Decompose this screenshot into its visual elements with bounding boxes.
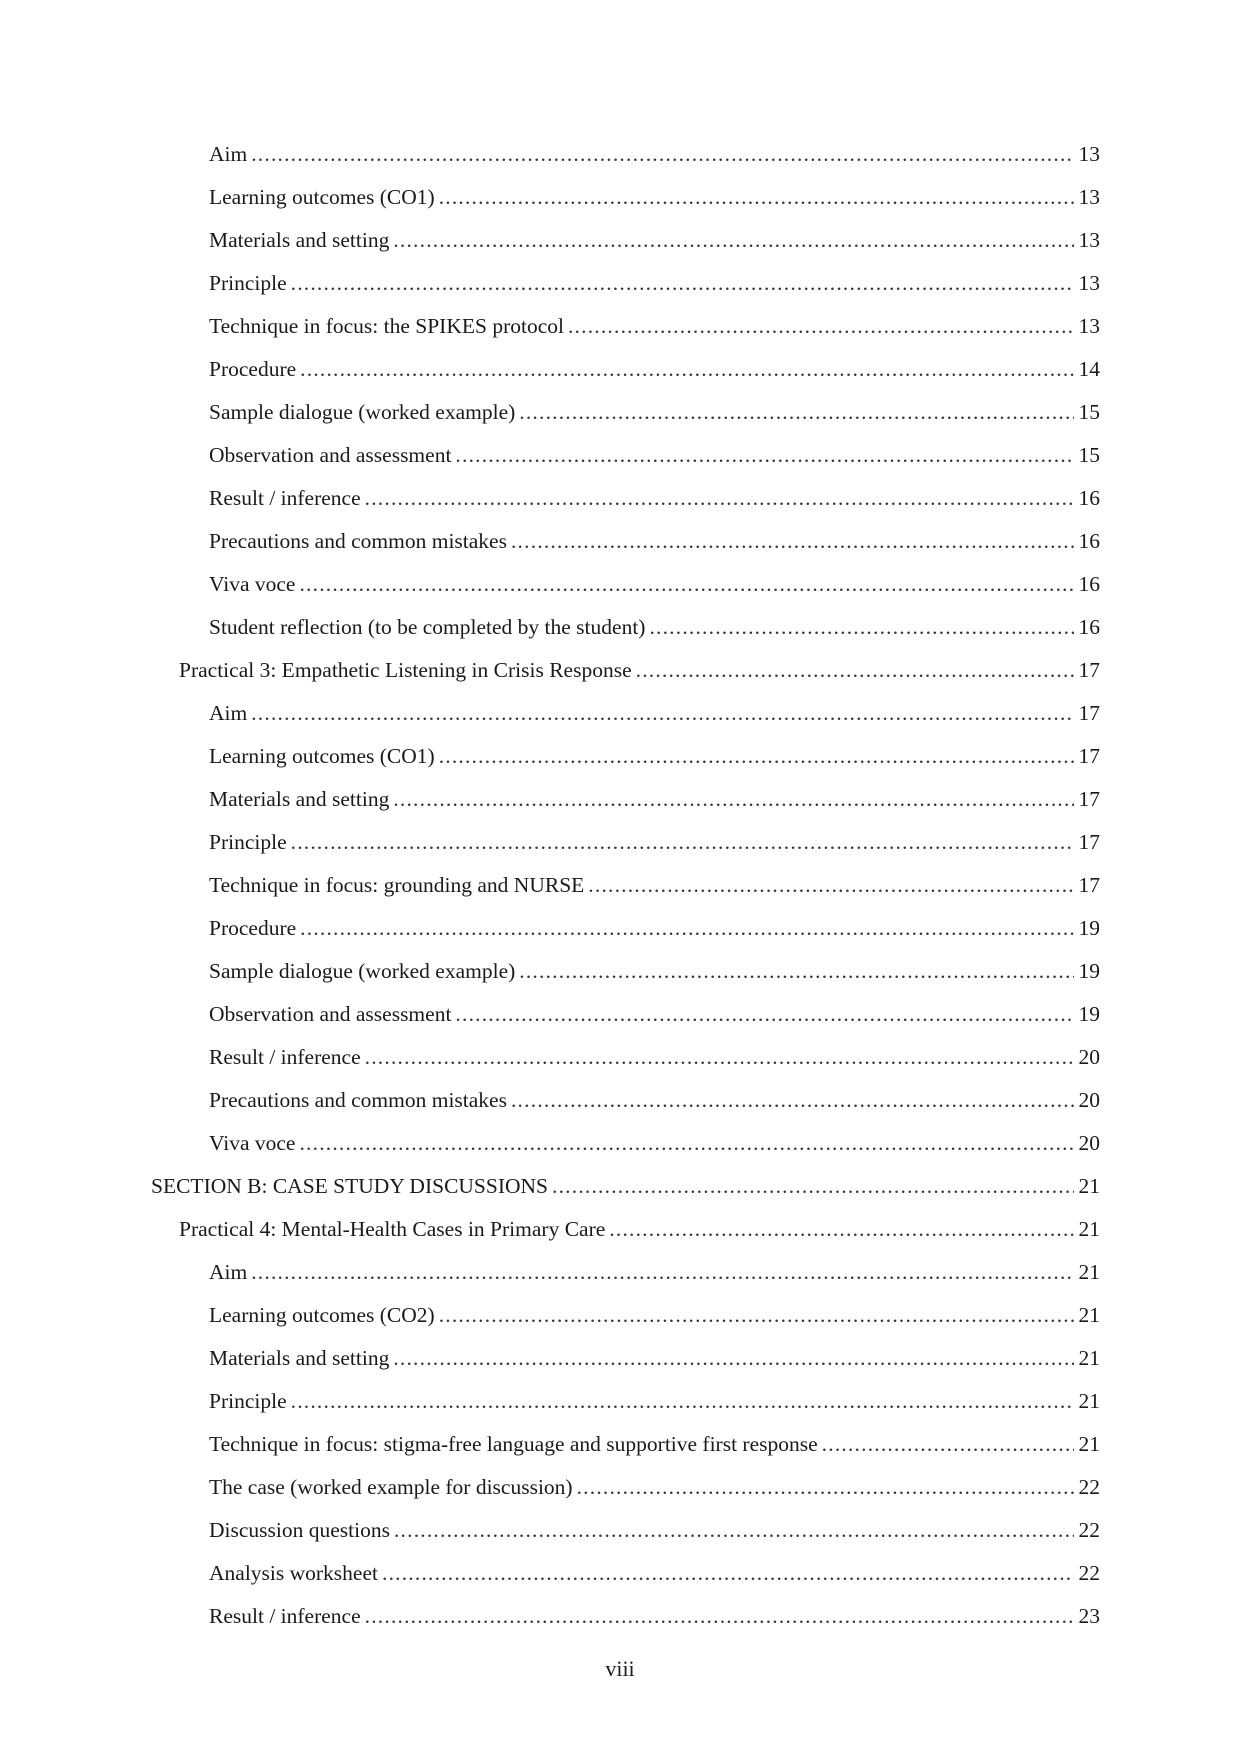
- toc-entry-page-number: 21: [1078, 1432, 1100, 1456]
- toc-entry-title: Observation and assessment: [209, 443, 452, 467]
- toc-entry[interactable]: [0, 1543, 1240, 1586]
- toc-entry[interactable]: [0, 1457, 1240, 1500]
- toc-entry-page-number: 22: [1078, 1561, 1100, 1585]
- toc-entry[interactable]: [0, 640, 1240, 683]
- toc-dot-leader: [291, 270, 1074, 296]
- toc-entry[interactable]: [0, 253, 1240, 296]
- toc-entry-title: Student reflection (to be completed by the student): [209, 615, 646, 639]
- toc-entry-page-number: 21: [1078, 1260, 1100, 1284]
- toc-entry-page-number: 22: [1078, 1475, 1100, 1499]
- toc-entry-page-number: 16: [1078, 486, 1100, 510]
- toc-entry-page-number: 23: [1078, 1604, 1100, 1628]
- toc-entry-page-number: 19: [1078, 959, 1100, 983]
- toc-dot-leader: [393, 227, 1074, 253]
- toc-entry[interactable]: [0, 511, 1240, 554]
- toc-dot-leader: [365, 1603, 1074, 1629]
- toc-entry[interactable]: [0, 941, 1240, 984]
- toc-dot-leader: [577, 1474, 1074, 1500]
- toc-dot-leader: [439, 184, 1074, 210]
- toc-entry-page-number: 19: [1078, 916, 1100, 940]
- toc-entry-page-number: 16: [1078, 615, 1100, 639]
- toc-entry-title: Practical 4: Mental-Health Cases in Primary Care: [179, 1217, 606, 1241]
- toc-entry-page-number: 20: [1078, 1045, 1100, 1069]
- toc-entry-page-number: 20: [1078, 1088, 1100, 1112]
- toc-entry-title: Principle: [209, 271, 287, 295]
- toc-entry-page-number: 13: [1078, 228, 1100, 252]
- toc-entry[interactable]: [0, 1156, 1240, 1199]
- toc-entry-title: Aim: [209, 701, 248, 725]
- toc-entry[interactable]: [0, 339, 1240, 382]
- toc-entry-title: Discussion questions: [209, 1518, 390, 1542]
- toc-entry-title: Viva voce: [209, 572, 296, 596]
- toc-dot-leader: [519, 958, 1074, 984]
- toc-entry-title: The case (worked example for discussion): [209, 1475, 573, 1499]
- toc-dot-leader: [552, 1173, 1074, 1199]
- toc-entry-page-number: 13: [1078, 314, 1100, 338]
- toc-entry-page-number: 13: [1078, 185, 1100, 209]
- toc-entry[interactable]: [0, 1113, 1240, 1156]
- toc-entry[interactable]: [0, 167, 1240, 210]
- toc-entry-page-number: 17: [1078, 873, 1100, 897]
- toc-entry-page-number: 14: [1078, 357, 1100, 381]
- toc-entry-title: Aim: [209, 142, 248, 166]
- toc-entry[interactable]: [0, 726, 1240, 769]
- toc-dot-leader: [394, 1517, 1074, 1543]
- toc-entry-page-number: 17: [1078, 787, 1100, 811]
- toc-entry-title: Learning outcomes (CO2): [209, 1303, 435, 1327]
- toc-entry-title: Technique in focus: grounding and NURSE: [209, 873, 585, 897]
- toc-entry-title: Learning outcomes (CO1): [209, 185, 435, 209]
- toc-entry[interactable]: [0, 1414, 1240, 1457]
- toc-entry-page-number: 21: [1078, 1389, 1100, 1413]
- toc-dot-leader: [511, 1087, 1074, 1113]
- toc-entry-title: Result / inference: [209, 1045, 361, 1069]
- toc-entry-page-number: 13: [1078, 142, 1100, 166]
- toc-dot-leader: [251, 141, 1074, 167]
- toc-dot-leader: [636, 657, 1074, 683]
- toc-entry-title: Procedure: [209, 357, 297, 381]
- toc-entry-title: Principle: [209, 1389, 287, 1413]
- toc-dot-leader: [300, 356, 1074, 382]
- toc-entry[interactable]: [0, 296, 1240, 339]
- toc-entry[interactable]: [0, 554, 1240, 597]
- toc-entry-page-number: 17: [1078, 830, 1100, 854]
- toc-entry-page-number: 17: [1078, 744, 1100, 768]
- toc-entry[interactable]: [0, 812, 1240, 855]
- toc-entry-page-number: 15: [1078, 443, 1100, 467]
- toc-dot-leader: [251, 1259, 1074, 1285]
- toc-entry[interactable]: [0, 425, 1240, 468]
- toc-entry[interactable]: [0, 1242, 1240, 1285]
- toc-entry-page-number: 21: [1078, 1217, 1100, 1241]
- toc-entry-title: Learning outcomes (CO1): [209, 744, 435, 768]
- toc-dot-leader: [393, 1345, 1074, 1371]
- toc-entry[interactable]: [0, 468, 1240, 511]
- toc-dot-leader: [299, 571, 1074, 597]
- toc-entry[interactable]: [0, 1027, 1240, 1070]
- toc-entry-title: Result / inference: [209, 486, 361, 510]
- toc-dot-leader: [822, 1431, 1074, 1457]
- toc-entry-title: Result / inference: [209, 1604, 361, 1628]
- toc-dot-leader: [588, 872, 1074, 898]
- toc-entry-page-number: 17: [1078, 658, 1100, 682]
- toc-dot-leader: [393, 786, 1074, 812]
- toc-dot-leader: [455, 442, 1074, 468]
- toc-entry-page-number: 13: [1078, 271, 1100, 295]
- toc-entry[interactable]: [0, 898, 1240, 941]
- toc-entry[interactable]: [0, 124, 1240, 167]
- toc-entry-title: Analysis worksheet: [209, 1561, 378, 1585]
- toc-dot-leader: [365, 485, 1074, 511]
- toc-dot-leader: [365, 1044, 1074, 1070]
- toc-entry-title: Sample dialogue (worked example): [209, 959, 516, 983]
- page-number: viii: [605, 1656, 635, 1681]
- toc-entry-page-number: 19: [1078, 1002, 1100, 1026]
- toc-entry-title: Precautions and common mistakes: [209, 1088, 507, 1112]
- toc-entry[interactable]: [0, 1371, 1240, 1414]
- toc-dot-leader: [299, 1130, 1074, 1156]
- toc-dot-leader: [382, 1560, 1074, 1586]
- toc-entry-title: Technique in focus: stigma-free language and supportive first response: [209, 1432, 818, 1456]
- toc-dot-leader: [300, 915, 1074, 941]
- toc-dot-leader: [511, 528, 1074, 554]
- toc-entry[interactable]: [0, 683, 1240, 726]
- toc-entry[interactable]: [0, 1199, 1240, 1242]
- toc-entry-page-number: 16: [1078, 572, 1100, 596]
- toc-entry-title: Technique in focus: the SPIKES protocol: [209, 314, 564, 338]
- toc-dot-leader: [291, 1388, 1074, 1414]
- toc-dot-leader: [251, 700, 1074, 726]
- toc-entry-page-number: 20: [1078, 1131, 1100, 1155]
- toc-entry-title: SECTION B: CASE STUDY DISCUSSIONS: [151, 1174, 549, 1198]
- toc-entry-title: Observation and assessment: [209, 1002, 452, 1026]
- toc-dot-leader: [649, 614, 1074, 640]
- toc-entry[interactable]: [0, 1285, 1240, 1328]
- toc-entry[interactable]: [0, 382, 1240, 425]
- toc-entry-title: Materials and setting: [209, 228, 390, 252]
- toc-dot-leader: [455, 1001, 1074, 1027]
- toc-entry-page-number: 16: [1078, 529, 1100, 553]
- toc-entry-title: Materials and setting: [209, 1346, 390, 1370]
- toc-entry[interactable]: [0, 597, 1240, 640]
- toc-dot-leader: [519, 399, 1074, 425]
- toc-entry[interactable]: [0, 210, 1240, 253]
- table-of-contents: [0, 124, 1240, 1629]
- toc-entry-title: Sample dialogue (worked example): [209, 400, 516, 424]
- toc-entry-page-number: 15: [1078, 400, 1100, 424]
- toc-entry-title: Precautions and common mistakes: [209, 529, 507, 553]
- toc-dot-leader: [568, 313, 1074, 339]
- toc-dot-leader: [439, 743, 1074, 769]
- toc-dot-leader: [439, 1302, 1074, 1328]
- toc-entry[interactable]: [0, 984, 1240, 1027]
- toc-entry[interactable]: [0, 1586, 1240, 1629]
- toc-entry-page-number: 17: [1078, 701, 1100, 725]
- toc-entry[interactable]: [0, 855, 1240, 898]
- toc-dot-leader: [291, 829, 1074, 855]
- toc-entry-title: Materials and setting: [209, 787, 390, 811]
- toc-entry[interactable]: [0, 1070, 1240, 1113]
- toc-entry-page-number: 22: [1078, 1518, 1100, 1542]
- toc-entry-title: Aim: [209, 1260, 248, 1284]
- toc-entry-title: Viva voce: [209, 1131, 296, 1155]
- toc-entry-title: Procedure: [209, 916, 297, 940]
- toc-entry-title: Practical 3: Empathetic Listening in Crisis Response: [179, 658, 632, 682]
- toc-entry[interactable]: [0, 1328, 1240, 1371]
- toc-entry-page-number: 21: [1078, 1174, 1100, 1198]
- toc-entry-page-number: 21: [1078, 1303, 1100, 1327]
- toc-entry[interactable]: [0, 1500, 1240, 1543]
- toc-entry[interactable]: [0, 769, 1240, 812]
- toc-entry-title: Principle: [209, 830, 287, 854]
- toc-dot-leader: [609, 1216, 1074, 1242]
- toc-entry-page-number: 21: [1078, 1346, 1100, 1370]
